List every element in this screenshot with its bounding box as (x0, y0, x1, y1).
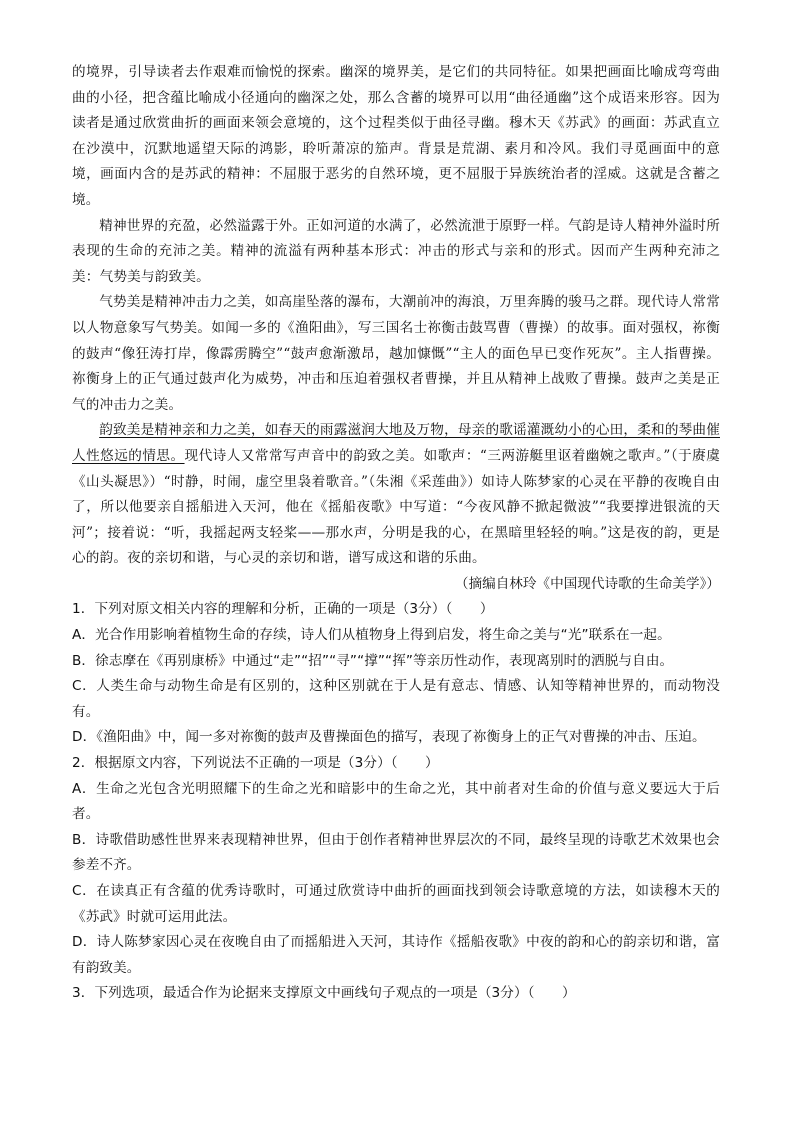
question-1-option-c: C．人类生命与动物生命是有区别的，这种区别就在于人是有意志、情感、认知等精神世界的，而动物没有。 (72, 678, 720, 720)
underlined-sentence: 韵致美是精神亲和力之美，如春天的雨露滋润大地及万物，母亲的歌谣灌溉幼小的心田，柔和的琴曲催人性悠远的情思。 (72, 422, 720, 464)
question-1-option-d: D．《渔阳曲》中，闻一多对祢衡的鼓声及曹操面色的描写，表现了祢衡身上的正气对曹操的冲击、压迫。 (72, 729, 706, 746)
question-2-option-a: A．生命之光包含光明照耀下的生命之光和暗影中的生命之光，其中前者对生命的价值与意义要远大于后者。 (72, 780, 720, 823)
passage-paragraph-3: 气势美是精神冲击力之美，如高崖坠落的瀑布，大潮前冲的海浪，万里奔腾的骏马之群。现代诗人常常以人物意象写气势美。如闻一多的《渔阳曲》，写三国名士祢衡击鼓骂曹（曹操）的故事。面对强权，祢衡的鼓声“像狂涛打岸，像霹雳腾空”“鼓声愈渐激昂，越加慷慨”“主人的面色早已变作死灰”。主人指曹操。祢衡身上的正气通过鼓声化为威势，冲击和压迫着强权者曹操，并且从精神上战败了曹操。鼓声之美是正气的冲击力之美。 (72, 294, 720, 413)
question-2-option-d: D．诗人陈梦家因心灵在夜晚自由了而摇船进入天河，其诗作《摇船夜歌》中夜的韵和心的韵亲切和谐，富有韵致美。 (72, 934, 720, 976)
question-2-stem: 2．根据原文内容，下列说法不正确的一项是（3分）（ ） (72, 755, 439, 772)
question-1-stem: 1．下列对原文相关内容的理解和分析，正确的一项是（3分）（ ） (72, 601, 494, 618)
exam-page (72, 60, 720, 1007)
question-1-option-b: B．徐志摩在《再别康桥》中通过“走”“招”“寻”“撑”“挥”等亲历性动作，表现离别时的洒脱与自由。 (72, 652, 674, 669)
question-2-option-b: B．诗歌借助感性世界来表现精神世界，但由于创作者精神世界层次的不同，最终呈现的诗歌艺术效果也会参差不齐。 (72, 831, 720, 874)
question-1-option-a: A．光合作用影响着植物生命的存续，诗人们从植物身上得到启发，将生命之美与“光”联系在一起。 (72, 627, 671, 644)
passage-source: （摘编自林玲《中国现代诗歌的生命美学》） (454, 575, 720, 592)
passage-paragraph-4-rest: 现代诗人又常常写声音中的韵致之美。如歌声：“三两游艇里讴着幽婉之歌声。”（于赓虞《山头凝思》）“时静，时闹，虚空里袅着歌音。”（朱湘《采莲曲》）如诗人陈梦家的心灵在平静的夜晚自由了，所以他要亲自摇船进入天河，他在《摇船夜歌》中写道：“今夜风静不掀起微波”“我要撑进银流的天河”；接着说：“听，我摇起两支轻桨——那水声，分明是我的心，在黑暗里轻轻的响。”这是夜的韵，更是心的韵。夜的亲切和谐，与心灵的亲切和谐，谱写成这和谐的乐曲。 (72, 447, 720, 567)
passage-paragraph-1: 的境界，引导读者去作艰难而愉悦的探索。幽深的境界美，是它们的共同特征。如果把画面比喻成弯弯曲曲的小径，把含蕴比喻成小径通向的幽深之处，那么含蓄的境界可以用“曲径通幽”这个成语来形容。因为读者是通过欣赏曲折的画面来领会意境的，这个过程类似于曲径寻幽。穆木天《苏武》的画面：苏武直立在沙漠中，沉默地遥望天际的鸿影，聆听萧凉的笳声。背景是荒湖、素月和冷风。我们寻觅画面中的意境，画面内含的是苏武的精神：不屈服于恶劣的自然环境，更不屈服于异族统治者的淫威。这就是含蓄之境。 (72, 64, 720, 208)
passage-paragraph-4 (72, 418, 720, 572)
question-3-stem: 3．下列选项，最适合作为论据来支撑原文中画线句子观点的一项是（3分）（ ） (72, 985, 576, 1002)
passage-paragraph-2: 精神世界的充盈，必然溢露于外。正如河道的水满了，必然流泄于原野一样。气韵是诗人精神外溢时所表现的生命的充沛之美。精神的流溢有两种基本形式：冲击的形式与亲和的形式。因而产生两种充沛之美：气势美与韵致美。 (72, 217, 720, 285)
question-2-option-c: C．在读真正有含蕴的优秀诗歌时，可通过欣赏诗中曲折的画面找到领会诗歌意境的方法，如读穆木天的《苏武》时就可运用此法。 (72, 883, 720, 925)
